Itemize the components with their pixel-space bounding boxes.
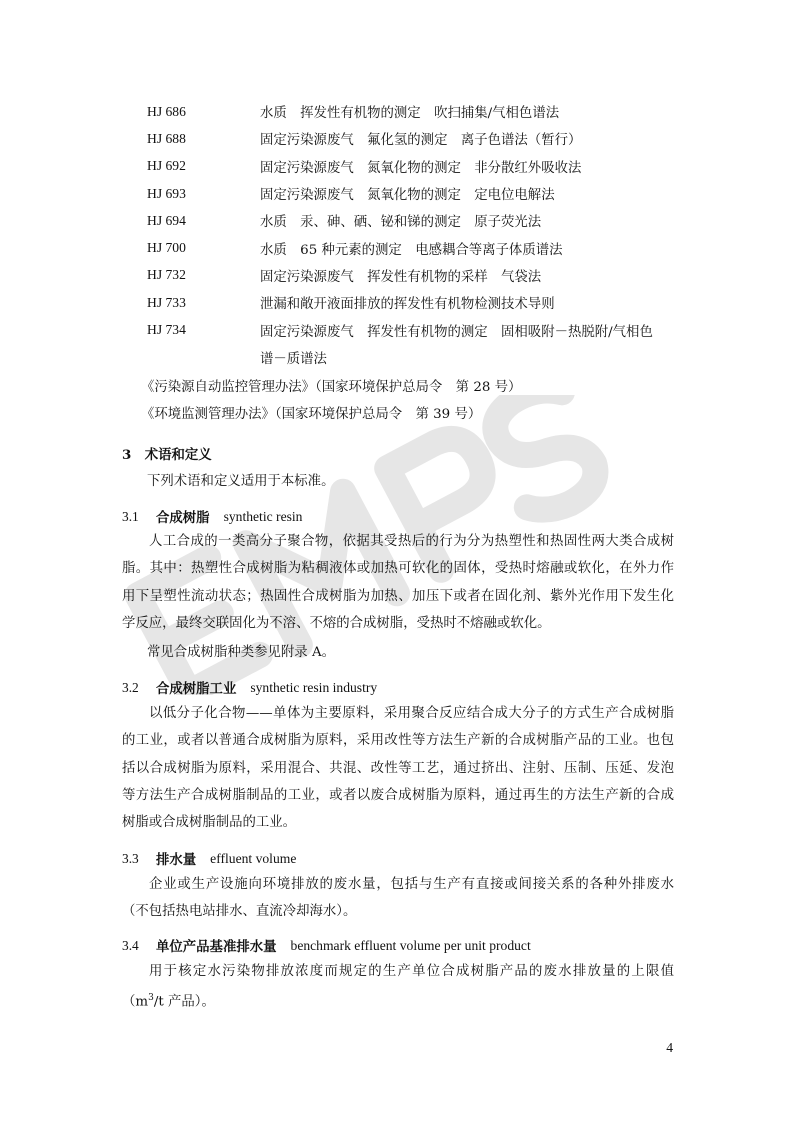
term-name-cn: 合成树脂工业 bbox=[156, 681, 237, 697]
reference-title: 固定污染源废气 氮氧化物的测定 定电位电解法 bbox=[260, 188, 555, 204]
reference-code: HJ 693 bbox=[147, 185, 186, 201]
term-heading bbox=[122, 507, 302, 526]
term-definition bbox=[122, 528, 674, 637]
reference-code: HJ 692 bbox=[147, 158, 186, 174]
reference-title: 固定污染源废气 氟化氢的测定 离子色谱法（暂行） bbox=[260, 133, 582, 149]
definition-line: 人工合成的一类高分子聚合物，依据其受热后的行为分为热塑性和热固性两大类合成树 bbox=[149, 534, 674, 549]
reference-code: HJ 732 bbox=[147, 267, 186, 283]
reference-title: 固定污染源废气 挥发性有机物的采样 气袋法 bbox=[260, 269, 542, 285]
reference-title: 水质 汞、砷、硒、铋和锑的测定 原子荧光法 bbox=[260, 215, 542, 231]
term-note: 常见合成树脂种类参见附录 A。 bbox=[147, 645, 336, 660]
unit-prefix: （m bbox=[122, 994, 149, 1010]
reference-title: 水质 65 种元素的测定 电感耦合等离子体质谱法 bbox=[260, 242, 563, 258]
reference-item bbox=[147, 125, 677, 152]
reference-item bbox=[147, 234, 677, 261]
reference-code: HJ 686 bbox=[147, 103, 186, 119]
unit-suffix: /t 产品）。 bbox=[153, 994, 215, 1010]
definition-line: 企业或生产设施向环境排放的废水量，包括与生产有直接或间接关系的各种外排废水 bbox=[149, 877, 674, 892]
page-number: 4 bbox=[666, 1040, 673, 1055]
term-name-cn: 单位产品基准排水量 bbox=[156, 939, 277, 955]
term-name-cn: 排水量 bbox=[156, 852, 197, 868]
reference-item bbox=[147, 153, 677, 180]
term-number: 3.1 bbox=[122, 508, 139, 524]
definition-line: 用于核定水污染物排放浓度而规定的生产单位合成树脂产品的废水排放量的上限值 bbox=[149, 964, 674, 979]
term-heading bbox=[122, 678, 377, 697]
definition-line-unit bbox=[122, 985, 674, 1016]
term-name-en: effluent volume bbox=[210, 850, 297, 866]
term-heading bbox=[122, 936, 531, 955]
reference-title: 泄漏和敞开液面排放的挥发性有机物检测技术导则 bbox=[260, 297, 555, 313]
definition-line: 树脂或合成树脂制品的工业。 bbox=[122, 815, 297, 831]
term-name-en: synthetic resin industry bbox=[250, 679, 378, 695]
reference-title: 水质 挥发性有机物的测定 吹扫捕集/气相色谱法 bbox=[260, 106, 560, 122]
reference-title: 固定污染源废气 挥发性有机物的测定 固相吸附－热脱附/气相色 bbox=[260, 324, 653, 340]
unit-superscript: 3 bbox=[148, 993, 154, 1004]
definition-line: 用下呈塑性流动状态；热固性合成树脂为加热、加压下或者在固化剂、紫外光作用下发生化 bbox=[122, 588, 674, 604]
term-name-cn: 合成树脂 bbox=[156, 510, 210, 526]
definition-line: 脂。其中：热塑性合成树脂为粘稠液体或加热可软化的固体，受热时熔融或软化，在外力作 bbox=[122, 561, 674, 577]
reference-code: HJ 688 bbox=[147, 130, 186, 146]
term-number: 3.4 bbox=[122, 937, 139, 953]
definition-line: 以低分子化合物——单体为主要原料，采用聚合反应结合成大分子的方式生产合成树脂 bbox=[149, 706, 674, 721]
term-heading bbox=[122, 849, 296, 868]
definition-line: 括以合成树脂为原料，采用混合、共混、改性等工艺，通过挤出、注射、压制、压延、发泡 bbox=[122, 760, 674, 776]
reference-item bbox=[147, 180, 677, 207]
term-definition bbox=[122, 700, 674, 836]
term-definition bbox=[122, 871, 674, 926]
section-intro: 下列术语和定义适用于本标准。 bbox=[147, 474, 335, 489]
section-heading: 3 术语和定义 bbox=[122, 447, 212, 463]
term-number: 3.3 bbox=[122, 850, 139, 866]
reference-item bbox=[147, 289, 677, 316]
reference-item bbox=[147, 262, 677, 289]
reference-title: 固定污染源废气 氮氧化物的测定 非分散红外吸收法 bbox=[260, 160, 582, 176]
reference-code: HJ 734 bbox=[147, 322, 186, 338]
term-definition bbox=[122, 958, 674, 1016]
term-name-en: synthetic resin bbox=[223, 508, 303, 524]
definition-line: 等方法生产合成树脂制品的工业，或者以废合成树脂为原料，通过再生的方法生产新的合成 bbox=[122, 787, 674, 803]
regulation-list bbox=[141, 372, 522, 426]
reference-code: HJ 700 bbox=[147, 240, 186, 256]
watermark-text: EMPS bbox=[100, 395, 104, 396]
regulation-item: 《环境监测管理办法》（国家环境保护总局令 第 39 号） bbox=[141, 407, 482, 422]
reference-item bbox=[147, 98, 677, 125]
reference-list bbox=[147, 98, 677, 371]
definition-line: （不包括热电站排水、直流冷却海水）。 bbox=[122, 904, 357, 920]
definition-line: 的工业，或者以普通合成树脂为原料，采用改性等方法生产新的合成树脂产品的工业。也包 bbox=[122, 733, 674, 749]
definition-line: 学反应，最终交联固化为不溶、不熔的合成树脂，受热时不熔融或软化。 bbox=[122, 615, 551, 631]
regulation-item: 《污染源自动监控管理办法》（国家环境保护总局令 第 28 号） bbox=[141, 380, 522, 395]
reference-item bbox=[147, 316, 677, 343]
term-name-en: benchmark effluent volume per unit product bbox=[290, 937, 531, 953]
reference-code: HJ 694 bbox=[147, 212, 186, 228]
reference-item bbox=[147, 207, 677, 234]
reference-title-continuation: 谱－质谱法 bbox=[260, 351, 327, 367]
term-number: 3.2 bbox=[122, 679, 139, 695]
reference-code: HJ 733 bbox=[147, 294, 186, 310]
